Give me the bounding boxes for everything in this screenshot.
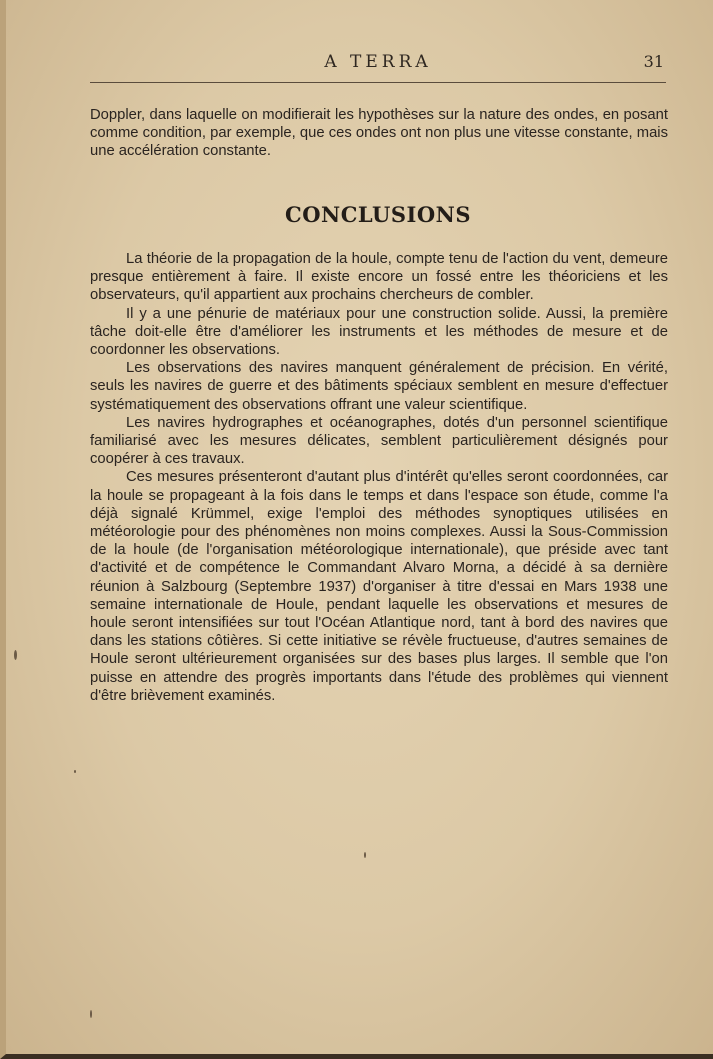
running-title: A TERRA: [324, 52, 432, 72]
section-heading: CONCLUSIONS: [285, 202, 471, 227]
paper-speck: [90, 1010, 92, 1018]
paragraph-1: La théorie de la propagation de la houle, compte tenu de l'action du vent, demeure presque entièrement à faire. Il existe encore un fossé entre les théoriciens et les observateurs, qu'il appartient aux prochains chercheurs de combler.: [90, 251, 668, 304]
page-number: 31: [643, 52, 664, 71]
section-body: [90, 250, 668, 705]
paragraph-2: Il y a une pénurie de matériaux pour une construction solide. Aussi, la première tâche doit-elle être d'améliorer les instruments et les méthodes de mesure et de coordonner les observations.: [90, 305, 668, 359]
paper-speck: [74, 770, 76, 773]
paragraph-3: Les observations des navires manquent généralement de précision. En vérité, seuls les navires de guerre et des bâtiments spéciaux semblent en mesure d'effectuer systématiquement des observations offrant une valeur scientifique.: [90, 360, 668, 413]
paragraph-5: Ces mesures présenteront d'autant plus d'intérêt qu'elles seront coordonnées, car la houle se propageant à la fois dans le temps et dans l'espace son étude, comme l'a déjà signalé Krümmel, exige l'emploi des méthodes synoptiques utilisées en météorologie pour des phénomènes non moins complexes. Aussi la Sous-Commission de la houle (de l'organisation météorologique internationale), que préside avec tant d'activité et de compétence le Commandant Alvaro Morna, a décidé à sa dernière réunion à Salzbourg (Septembre 1937) d'organiser à titre d'essai en Mars 1938 une semaine internationale de Houle, pendant laquelle les observations et mesures de houle seront intensifiées sur tout l'Océan Atlantique nord, tant à bord des navires que dans les stations côtières. Si cette initiative se révèle fructueuse, d'autres semaines de Houle seront ultérieurement organisées sur des bases plus larges. Il semble que l'on puisse en attendre des progrès importants dans l'étude des problèmes qui viennent d'être brièvement examinés.: [90, 469, 668, 704]
paper-speck: [364, 852, 366, 858]
intro-paragraph: Doppler, dans laquelle on modifierait les hypothèses sur la nature des ondes, en posant comme condition, par exemple, que ces ondes ont non plus une vitesse constante, mais une accélération constante.: [90, 107, 668, 160]
paper-speck: [14, 650, 17, 660]
running-header: [90, 48, 666, 83]
paragraph-4: Les navires hydrographes et océanographes, dotés d'un personnel scientifique familiarisé avec les mesures délicates, semblent particulièrement désignés pour coopérer à ces travaux.: [90, 414, 668, 468]
